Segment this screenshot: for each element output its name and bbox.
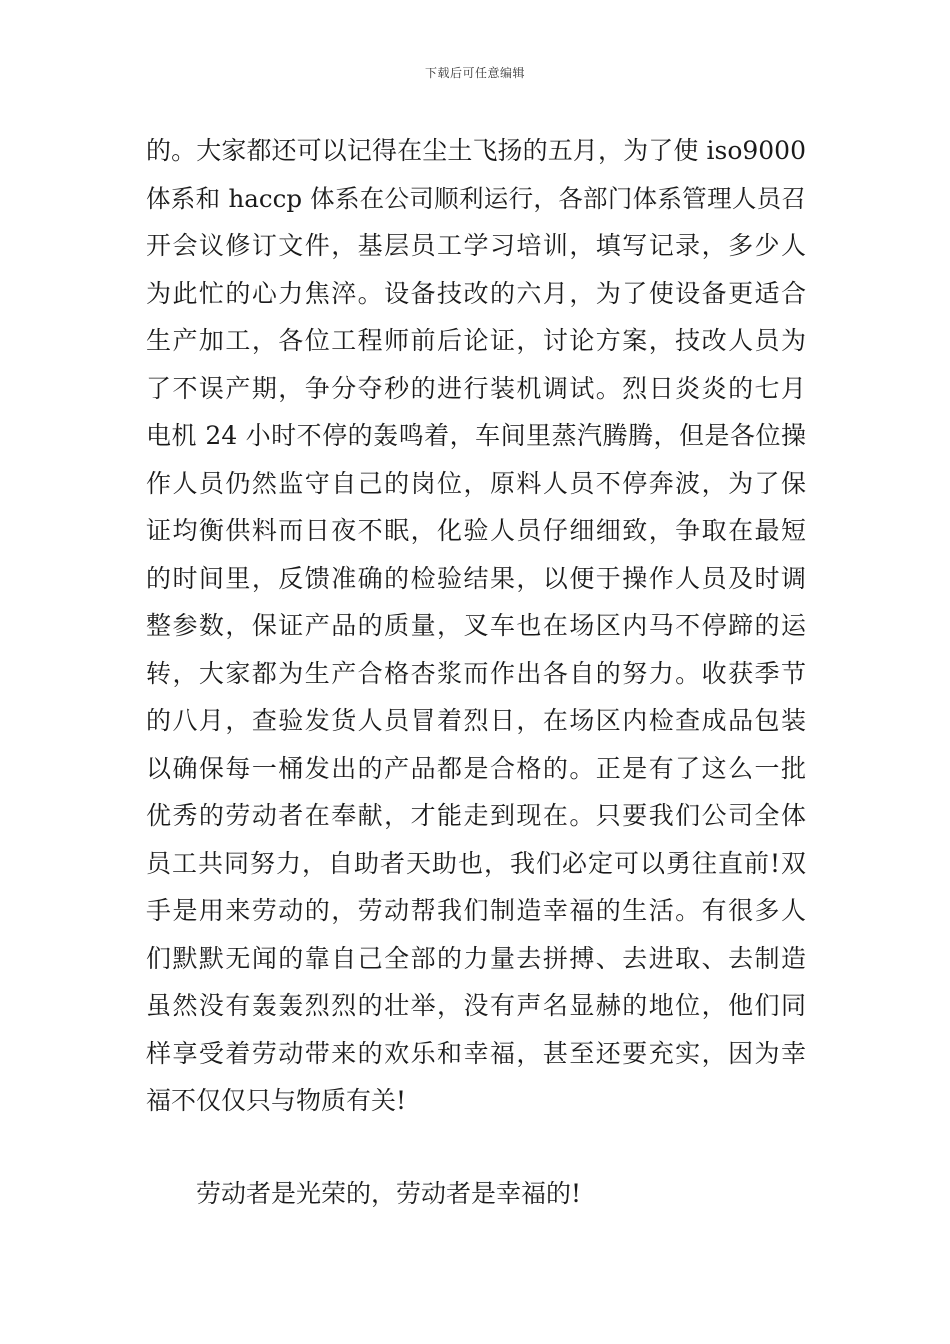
text-line: 以确保每一桶发出的产品都是合格的。正是有了这么一批	[146, 753, 806, 783]
text-line: 转，大家都为生产合格杏浆而作出各自的努力。收获季节	[146, 658, 806, 688]
text-line: 为此忙的心力焦淬。设备技改的六月，为了使设备更适合	[146, 278, 806, 308]
text-line: 员工共同努力，自助者天助也，我们必定可以勇往直前!双	[146, 848, 806, 878]
text-line: 生产加工，各位工程师前后论证，讨论方案，技改人员为	[146, 326, 806, 355]
text-line: 手是用来劳动的，劳动帮我们制造幸福的生活。有很多人	[146, 896, 806, 925]
text-line: 优秀的劳动者在奉献，才能走到现在。只要我们公司全体	[146, 801, 806, 830]
text-line: 的。大家都还可以记得在尘土飞扬的五月，为了使 iso9000	[146, 136, 806, 165]
text-line: 的八月，查验发货人员冒着烈日，在场区内检查成品包装	[146, 706, 806, 735]
text-line: 作人员仍然监守自己的岗位，原料人员不停奔波，为了保	[146, 468, 806, 498]
text-line: 体系和 haccp 体系在公司顺利运行，各部门体系管理人员召	[146, 183, 806, 213]
text-line: 样享受着劳动带来的欢乐和幸福，甚至还要充实，因为幸	[146, 1038, 806, 1068]
body-paragraph	[146, 127, 806, 1125]
text-line: 整参数，保证产品的质量，叉车也在场区内马不停蹄的运	[146, 611, 806, 640]
text-line: 开会议修订文件，基层员工学习培训，填写记录，多少人	[146, 231, 806, 260]
text-line: 电机 24 小时不停的轰鸣着，车间里蒸汽腾腾，但是各位操	[146, 421, 806, 450]
text-line: 证均衡供料而日夜不眠，化验人员仔细细致，争取在最短	[146, 516, 806, 545]
closing-paragraph: 劳动者是光荣的，劳动者是幸福的!	[196, 1179, 582, 1208]
text-line: 的时间里，反馈准确的检验结果，以便于操作人员及时调	[146, 563, 806, 593]
text-line: 了不误产期，争分夺秒的进行装机调试。烈日炎炎的七月	[146, 373, 806, 403]
page-header: 下载后可任意编辑	[424, 66, 525, 80]
text-line: 福不仅仅只与物质有关!	[146, 1086, 407, 1115]
text-line: 虽然没有轰轰烈烈的壮举，没有声名显赫的地位，他们同	[146, 991, 806, 1020]
text-line: 们默默无闻的靠自己全部的力量去拼搏、去进取、去制造	[146, 943, 806, 973]
